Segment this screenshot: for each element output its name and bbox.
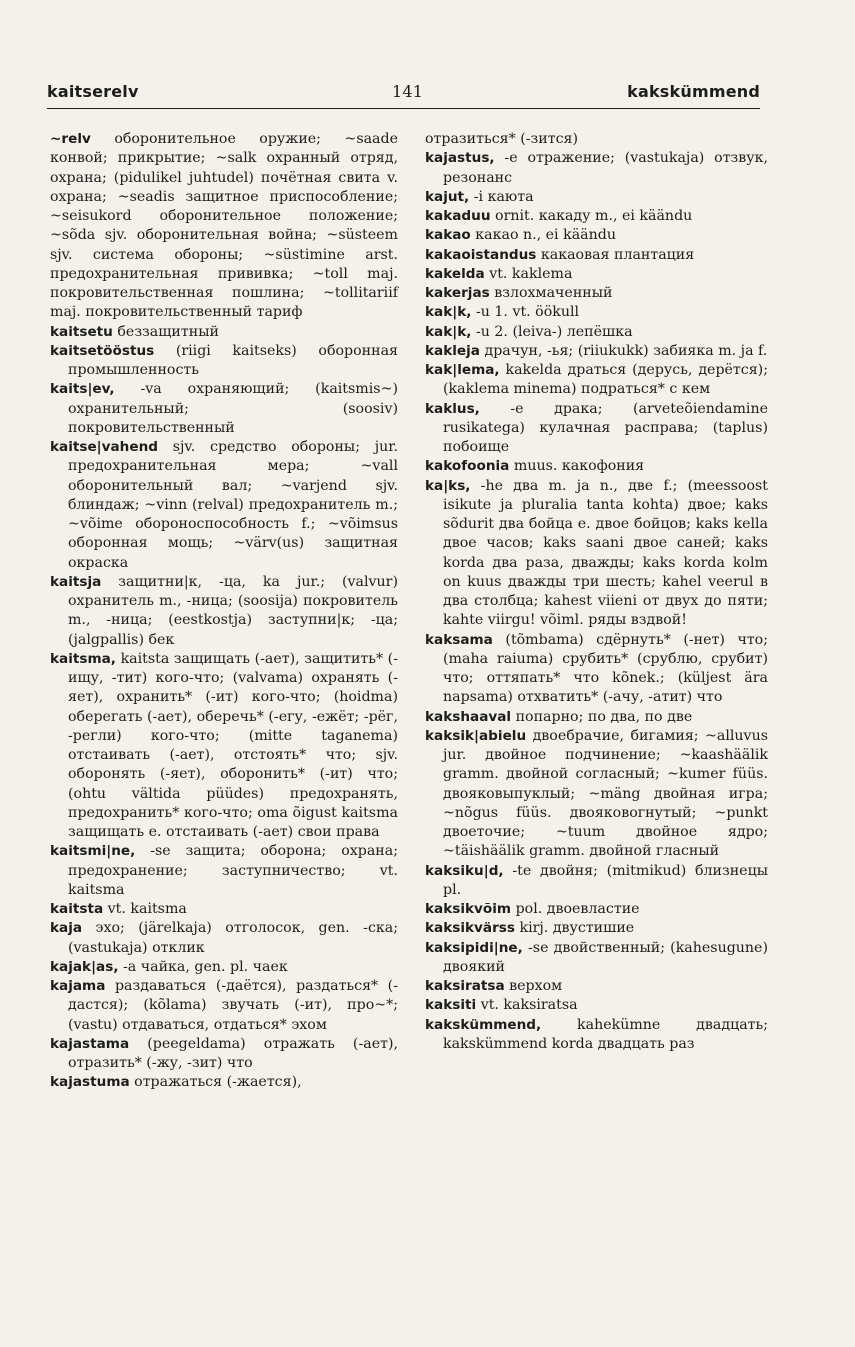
- entry-headword: kakshaaval: [425, 708, 512, 725]
- entry-definition: отражаться (-жается),: [134, 1074, 302, 1091]
- entry-headword: kak|lema,: [425, 362, 500, 378]
- entry-definition: раздаваться (-даётся), раздаться* (-дастся); (kõlama) звучать (-ит), про~*; (vastu) отдаваться, отдаться* эхом: [68, 978, 398, 1033]
- dictionary-entry: [425, 342, 768, 361]
- entry-definition: беззащитный: [117, 323, 219, 340]
- entry-headword: kaksiku|d,: [425, 862, 504, 879]
- entry-definition: kaitsta защищать (-ает), защитить* (-ищу, -тит) кого-что; (valvama) охранять (-яет), охранить* (-ит) кого-что; (hoidma) оберегать (-ает), оберечь* (-егу, -ежёт; -рёг, -регли) кого-что; (mitte taganema) отстаивать (-ает), отстоять* что; sjv. оборонять (-яет), оборонить* (-ит) что; (ohtu vältida püüdes) предохранять, предохранить* кого-что; oma õigust kaitsma защищать e. отстаивать (-ает) свои права: [68, 650, 398, 840]
- entry-headword: kaksiti: [425, 997, 477, 1014]
- entry-definition: (peegeldama) отражать (-ает), отразить* (-жу, -зит) что: [68, 1035, 398, 1071]
- dictionary-entry: [50, 380, 398, 438]
- left-column: [50, 130, 398, 1093]
- entry-definition: эхо; (järelkaja) отголосок, gen. -ска; (vastukaja) отклик: [68, 920, 398, 956]
- entry-definition: -he два m. ja n., две f.; (meessoost isikute ja pluralia tanta kohta) двое; kaks sõdurit два бойца e. двое бойцов; kaks kella двое часов; kaks saani двое саней; kaks korda два раза, дважды; kaks korda kolm on kuus дважды три шесть; kahel veerul в два столбца; kahest viieni от двух до пяти; kahte viirgu! võiml. ряды вздвой!: [443, 477, 768, 629]
- entry-definition: vt. kaklema: [489, 265, 573, 282]
- entry-headword: kajastuma: [50, 1074, 130, 1091]
- dictionary-entry: [425, 400, 768, 458]
- dictionary-entry: [425, 226, 768, 245]
- entry-definition: kirj. двустишие: [519, 920, 635, 937]
- right-column: [425, 130, 768, 1054]
- entry-definition: vt. kaitsma: [107, 901, 187, 917]
- entry-definition: vt. kaksiratsa: [480, 997, 578, 1014]
- dictionary-entry: [50, 900, 398, 919]
- entry-headword: kajut,: [425, 188, 470, 205]
- dictionary-entry: [425, 303, 768, 322]
- dictionary-entry: [425, 246, 768, 265]
- dictionary-entry: [425, 708, 768, 727]
- entry-definition: (riigi kaitseks) оборонная промышленность: [68, 342, 398, 378]
- dictionary-entry: [425, 1016, 768, 1055]
- dictionary-entry: [425, 631, 768, 708]
- dictionary-entry: [425, 188, 768, 207]
- entry-headword: kaksikvõim: [425, 901, 512, 917]
- entry-headword: kaksama: [425, 631, 493, 648]
- dictionary-entry: [425, 284, 768, 303]
- dictionary-entry: [50, 1035, 398, 1074]
- entry-headword: kakaoistandus: [425, 246, 537, 263]
- entry-definition: оборонительное оружие; ~saade конвой; прикрытие; ~salk охранный отряд, охрана; (pidulikel juhtudel) почётная свита v. охрана; ~seadis защитное приспособление; ~seisukord оборонительное положение; ~sõda sjv. оборонительная война; ~süsteem sjv. система обороны; ~süstimine arst. предохранительная прививка; ~toll maj. покровительственная пошлина; ~tollitariif maj. покровительственный тариф: [50, 131, 398, 321]
- entry-headword: kaksiratsa: [425, 978, 505, 994]
- entry-definition: попарно; по два, по две: [515, 708, 693, 725]
- entry-definition: двоебрачие, бигамия; ~alluvus jur. двойное подчинение; ~kaashäälik gramm. двойной согласный; ~kumer füüs. двояковыпуклый; ~mäng двойная игра; ~nõgus füüs. двояковогнутый; ~punkt двоеточие; ~tuum двойное ядро; ~täishäälik gramm. двойной гласный: [443, 727, 768, 860]
- dictionary-entry: [425, 477, 768, 631]
- entry-headword: kaja: [50, 920, 83, 937]
- entry-definition: pol. двоевластие: [515, 901, 640, 917]
- dictionary-entry: [50, 323, 398, 342]
- entry-definition: -a чайка, gen. pl. чаек: [123, 958, 288, 975]
- dictionary-entry: [425, 727, 768, 862]
- entry-headword: kakofoonia: [425, 458, 510, 475]
- dictionary-entry: [50, 842, 398, 900]
- entry-headword: kaitse|vahend: [50, 439, 158, 455]
- page-header: [47, 82, 760, 109]
- entry-definition: отразиться* (-зится): [425, 131, 579, 147]
- entry-definition: sjv. средство обороны; jur. предохранительная мера; ~vall оборонительный вал; ~varjend sjv. блиндаж; ~vinn (relval) предохранитель m.; ~võime обороноспособность f.; ~võimsus оборонная мощь; ~värv(us) защитная окраска: [68, 439, 399, 571]
- entry-definition: драчун, -ья; (riiukukk) забияка m. ja f.: [484, 342, 768, 359]
- entry-definition: -i каюта: [473, 188, 534, 205]
- entry-headword: kajastama: [50, 1035, 130, 1052]
- entry-headword: kaitsma,: [50, 650, 116, 667]
- dictionary-entry: [425, 323, 768, 342]
- entry-definition: верхом: [509, 978, 563, 994]
- entry-definition: -e драка; (arveteõiendamine rusikatega) кулачная расправа; (taplus) побоище: [443, 400, 768, 455]
- entry-headword: kajastus,: [425, 150, 495, 167]
- entry-headword: kak|k,: [425, 323, 472, 340]
- entry-headword: kaksipidi|ne,: [425, 939, 523, 956]
- entry-definition: (tõmbama) сдёрнуть* (-нет) что; (maha raiuma) срубить* (срублю, срубит) что; оттяпать* что kõnek.; (küljest ära napsama) отхватить* (-ачу, -атит) что: [443, 631, 768, 706]
- entry-headword: kaitsja: [50, 573, 102, 590]
- header-first-word: kaitserelv: [47, 82, 139, 101]
- entry-definition: -se двойственный; (kahesugune) двоякий: [443, 939, 768, 975]
- entry-headword: kajama: [50, 978, 106, 994]
- dictionary-entry: [425, 361, 768, 400]
- entry-headword: kak|k,: [425, 304, 472, 321]
- entry-headword: kaitsetööstus: [50, 342, 155, 359]
- entry-headword: kakelda: [425, 265, 485, 282]
- entry-definition: -u 1. vt. öökull: [475, 304, 580, 321]
- dictionary-entry: [425, 130, 768, 149]
- entry-headword: kaits|ev,: [50, 381, 115, 398]
- entry-definition: -se защита; оборона; охрана; предохранение; заступничество; vt. kaitsma: [68, 843, 398, 898]
- entry-definition: -u 2. (leiva-) лепёшка: [475, 323, 633, 340]
- dictionary-entry: [50, 342, 398, 381]
- dictionary-entry: [50, 573, 398, 650]
- dictionary-entry: [425, 919, 768, 938]
- entry-definition: kahekümne двадцать; kakskümmend korda двадцать раз: [443, 1016, 768, 1052]
- entry-headword: kaitsta: [50, 901, 104, 917]
- entry-definition: какаовая плантация: [540, 246, 695, 263]
- dictionary-entry: [425, 265, 768, 284]
- entry-headword: kakleja: [425, 342, 480, 359]
- entry-headword: kajak|as,: [50, 958, 119, 975]
- entry-headword: kakerjas: [425, 285, 490, 301]
- dictionary-entry: [50, 438, 398, 573]
- entry-headword: ~relv: [50, 131, 91, 147]
- entry-definition: -e отражение; (vastukaja) отзвук, резонанс: [443, 150, 768, 186]
- entry-definition: какао n., ei käändu: [475, 227, 616, 244]
- dictionary-entry: [425, 862, 768, 901]
- entry-definition: -va охраняющий; (kaitsmis~) охранительный; (soosiv) покровительственный: [68, 381, 398, 436]
- dictionary-entry: [425, 207, 768, 226]
- dictionary-entry: [50, 958, 398, 977]
- entry-definition: взлохмаченный: [494, 285, 613, 301]
- header-last-word: kakskümmend: [627, 82, 760, 101]
- dictionary-entry: [425, 939, 768, 978]
- dictionary-entry: [50, 1073, 398, 1092]
- dictionary-entry: [50, 650, 398, 843]
- entry-definition: -te двойня; (mitmikud) близнецы pl.: [443, 862, 768, 898]
- entry-definition: muus. какофония: [513, 458, 645, 475]
- dictionary-entry: [50, 919, 398, 958]
- entry-headword: kakskümmend,: [425, 1016, 542, 1033]
- entry-headword: kaksik|abielu: [425, 727, 527, 744]
- dictionary-entry: [425, 977, 768, 996]
- entry-definition: ornit. какаду m., ei käändu: [495, 208, 693, 224]
- entry-headword: kaitsmi|ne,: [50, 843, 136, 860]
- entry-headword: kaitsetu: [50, 323, 113, 340]
- entry-headword: kaksikvärss: [425, 920, 515, 937]
- page-number: 141: [392, 82, 424, 101]
- dictionary-entry: [425, 900, 768, 919]
- entry-headword: kakaduu: [425, 208, 491, 224]
- dictionary-entry: [50, 977, 398, 1035]
- entry-headword: kaklus,: [425, 400, 480, 417]
- entry-definition: защитни|к, -ца, ka jur.; (valvur) охранитель m., -ница; (soosija) покровитель m., -ница; (eestkostja) заступни|к; -ца; (jalgpallis) бек: [68, 573, 399, 648]
- entry-headword: kakao: [425, 227, 471, 244]
- dictionary-entry: [425, 996, 768, 1015]
- entry-headword: ka|ks,: [425, 477, 471, 494]
- dictionary-entry: [425, 457, 768, 476]
- dictionary-entry: [50, 130, 398, 323]
- dictionary-entry: [425, 149, 768, 188]
- entry-definition: kakelda драться (дерусь, дерётся); (kaklema minema) подраться* с кем: [443, 362, 768, 398]
